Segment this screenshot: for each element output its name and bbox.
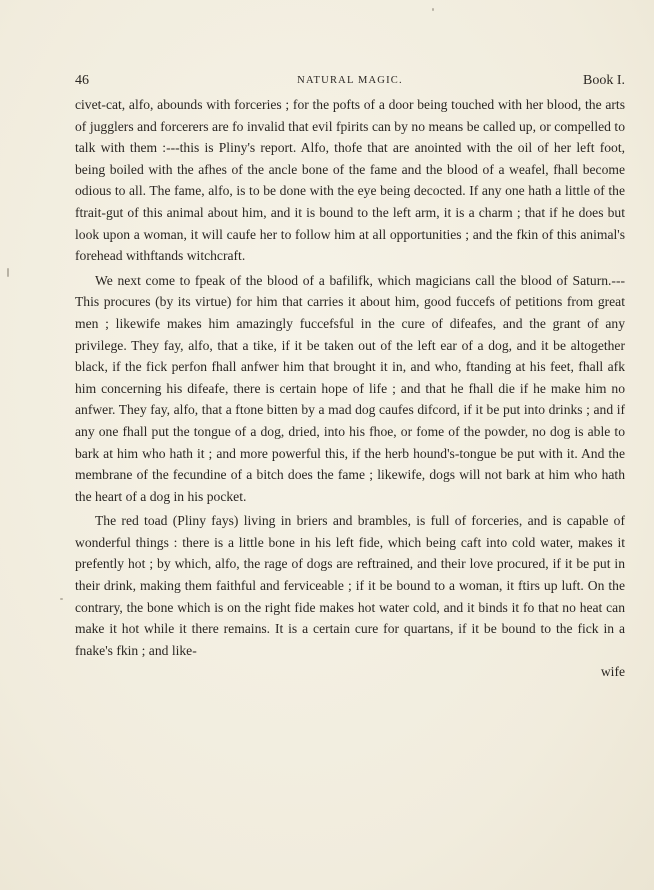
- book-label: Book I.: [583, 73, 625, 88]
- paper-speck: [7, 268, 9, 277]
- page-number: 46: [75, 73, 89, 88]
- paper-speck: [432, 8, 434, 11]
- running-header: [75, 73, 625, 91]
- paragraph: The red toad (Pliny fays) living in briers and brambles, is full of forceries, and is capable of wonderful things : there is a little bone in his left fide, which being caft into cold water, makes it prefently hot ; by which, alfo, the rage of dogs are reftrained, and their love procured, if it be put in their drink, making them faithful and ferviceable ; if it be bound to a woman, it ftirs up luft. On the contrary, the bone which is on the right fide makes hot water cold, and it binds it fo that no heat can make it hot while it there remains. It is a certain cure for quartans, if it be bound to the fick in a fnake's fkin ; and like-: [75, 513, 625, 658]
- paragraph: civet-cat, alfo, abounds with forceries ; for the pofts of a door being touched with her blood, the arts of jugglers and forcerers are fo invalid that evil fpirits can by no means be called up, or compelled to talk with them :---this is Pliny's report. Alfo, thofe that are anointed with the oil of her left foot, being boiled with the afhes of the ancle bone of the fame and the blood of a weafel, fhall become odious to all. The fame, alfo, is to be done with the eye being decocted. If any one hath a little of the ftrait-gut of this animal about him, and it is bound to the left arm, it is a charm ; that if he does but look upon a woman, it will caufe her to follow him at all opportunities ; and the fkin of this animal's forehead withftands witchcraft.: [75, 97, 625, 264]
- paragraph: We next come to fpeak of the blood of a bafilifk, which magicians call the blood of Saturn.---This procures (by its virtue) for him that carries it about him, good fuccefs of petitions from great men ; likewife makes him amazingly fuccefsful in the cure of difeafes, and the grant of any privilege. They fay, alfo, that a tike, if it be taken out of the left ear of a dog, and it be altogether black, if the fick perfon fhall anfwer him that brought it in, and who, ftanding at his feet, fhall afk him concerning his difeafe, there is certain hope of life ; and that he fhall die if he make him no anfwer. They fay, alfo, that a ftone bitten by a mad dog caufes difcord, if it be put into drinks ; and if any one fhall put the tongue of a dog, dried, into his fhoe, or fome of the powder, no dog is able to bark at him who hath it ; and more powerful this, if the herb hound's-tongue be put with it. And the membrane of the fecundine of a bitch does the fame ; likewife, dogs will not bark at him who hath the heart of a dog in his pocket.: [75, 272, 625, 504]
- catchword: wife: [600, 664, 625, 680]
- running-title: NATURAL MAGIC.: [297, 75, 403, 86]
- paper-speck: [60, 598, 63, 600]
- body-text: [75, 94, 625, 683]
